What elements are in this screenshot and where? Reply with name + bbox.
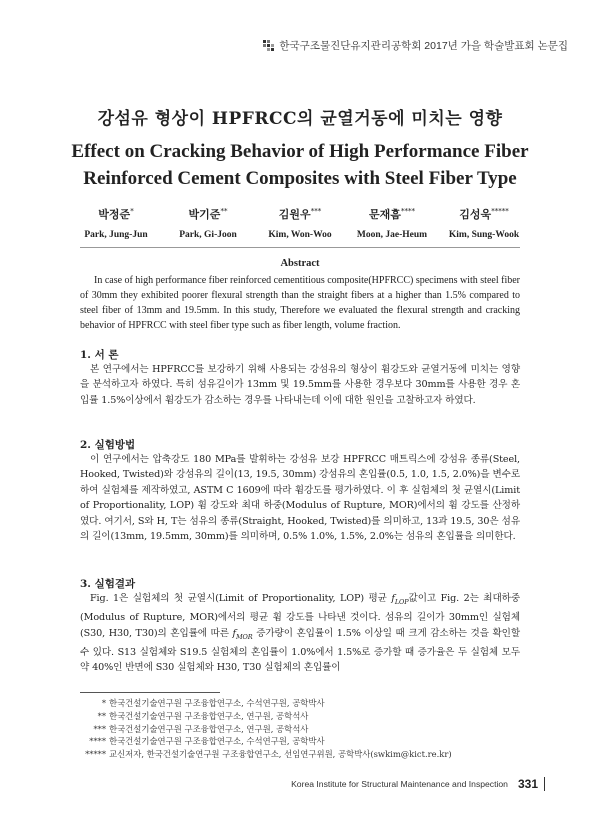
section-text-introduction: 본 연구에서는 HPFRCC를 보강하기 위해 사용되는 강섬유의 형상이 휨강도와 균열거동에 미치는 영향을 분석하고자 하였다. 특히 섬유길이가 13mm 및 19.5mm를 사용한 경우보다 30mm를 사용한 경우 혼입률 1.5%이상에서 휨강도가 감소하는 경우를 나타내는데 이에 대한 원인을 고찰하고자 하였다. [80, 364, 520, 406]
author [162, 206, 254, 240]
title-korean: 강섬유 형상이 HPFRCC의 균열거동에 미치는 영향 [97, 109, 503, 129]
author-name-en: Moon, Jae-Heum [356, 230, 428, 240]
author-name-en: Kim, Sung-Wook [448, 230, 520, 240]
page-number: 331 [518, 777, 545, 791]
author-name-kr: 김원우 [278, 208, 311, 221]
footnote-divider [80, 692, 220, 693]
footnote-text: 교신저자, 한국건설기술연구원 구조융합연구소, 선임연구위원, 공학박사(swkim@kict.re.kr) [109, 749, 452, 760]
footnote [80, 710, 520, 723]
footnote-text: 한국건설기술연구원 구조융합연구소, 연구원, 공학석사 [109, 723, 309, 734]
abstract-heading: Abstract [280, 258, 320, 269]
author-name-en: Park, Jung-Jun [84, 230, 148, 240]
footnotes [80, 697, 520, 761]
author-name-kr: 박정준 [98, 208, 131, 221]
author-name-kr: 문재흠 [369, 208, 401, 221]
footnote-mark: * [101, 698, 106, 708]
author-list [70, 206, 530, 240]
footnote-mark: *** [93, 723, 106, 734]
author-mark: ** [220, 207, 228, 216]
divider [80, 247, 520, 248]
author [346, 206, 438, 240]
footnote [80, 723, 520, 736]
results-text-part: 증가량이 혼입률이 1.5% 이상일 때 크게 감소하는 것을 확인할 수 있다. S13 실험체와 S19.5 실험체의 혼입률이 1.0%에서 1.5%로 증가할 때 증가율은 두 실험체 모두 약 40%인 반면에 S30 실험체와 H30, T30 실험체의 혼입률이 [80, 627, 520, 674]
footnote-text: 한국건설기술연구원 구조융합연구소, 수석연구원, 공학박사 [109, 736, 325, 747]
title-english-line2: Reinforced Cement Composites with Steel Fiber Type [83, 168, 517, 189]
author [438, 206, 530, 240]
abstract-text: In case of high performance fiber reinforced cementitious composite(HPFRCC) specimens with steel fiber of 30mm they exhibited poorer flexural strength than the straight fibers at a higher than 1.5% compared to steel fiber of 13mm and 19.5mm. In this study, Therefore we evaluated the flexural strength and cracking behavior of HPFRCC with steel fiber type such as fiber length, volume fraction. [80, 275, 520, 331]
author-mark: *** [310, 207, 322, 216]
symbol-f: f [232, 627, 236, 639]
author-mark: * [130, 207, 134, 216]
grid-logo-icon [263, 40, 275, 52]
footnote [80, 697, 520, 710]
subscript-mor: MOR [235, 632, 253, 641]
author-mark: **** [400, 207, 415, 216]
footnote-text: 한국건설기술연구원 구조융합연구소, 수석연구원, 공학박사 [109, 698, 325, 708]
author [70, 206, 162, 240]
section-text-results [80, 591, 520, 676]
subscript-lop: LOP [394, 597, 409, 606]
results-text-part: Fig. 1은 실험체의 첫 균열시(Limit of Proportionality, LOP) 평균 [90, 593, 392, 604]
author-mark: ***** [491, 207, 509, 216]
title-english [0, 138, 600, 192]
footnote [80, 735, 520, 748]
page-footer [291, 777, 545, 791]
section-heading-method: 2. 실험방법 [80, 439, 136, 451]
footnote-mark: ** [97, 710, 106, 721]
author-name-en: Park, Gi-Joon [179, 230, 237, 240]
author-name-en: Kim, Won-Woo [268, 230, 332, 240]
footnote [80, 748, 520, 761]
results-text-part: 값이고 Fig. 2는 최대하중(Modulus of Rupture, MOR)에서의 평균 휨 강도를 나타낸 것이다. 섬유의 길이가 30mm인 실험체(S30, H30, T30)의 혼입률에 따른 [80, 593, 520, 639]
section-text-method: 이 연구에서는 압축강도 180 MPa를 발휘하는 강섬유 보강 HPFRCC 매트릭스에 강섬유 종류(Steel, Hooked, Twisted)와 강섬유의 길이(13, 19.5, 30mm) 강섬유의 혼입률(0.5, 1.0, 1.5, 2.0%)을 변수로 하여 실험체를 제작하였고, ASTM C 1609에 따라 휨강도를 평가하였다. 이 후 실험체의 첫 균열시(Limit of Proportionality, LOP) 휨 강도와 최대 하중(Modulus of Rupture, MOR)에서의 휨 강도를 산정하였다. 여기서, S와 H, T는 섬유의 종류(Straight, Hooked, Twisted)를 의미하고, 13과 19.5, 30은 섬유의 길이(13mm, 19.5mm, 30mm)를 의미하며, 0.5% 1.0%, 1.5%, 2.0%는 섬유의 혼입률을 의미한다. [80, 454, 520, 543]
author-name-kr: 김성욱 [459, 208, 492, 221]
footnote-mark: **** [89, 736, 106, 747]
running-header [263, 38, 568, 53]
header-text: 한국구조물진단유지관리공학회 2017년 가을 학술발표회 논문집 [279, 40, 568, 52]
author-name-kr: 박기준 [188, 208, 221, 221]
footer-institute: Korea Institute for Structural Maintenance and Inspection [291, 779, 508, 789]
author [254, 206, 346, 240]
symbol-f: f [391, 593, 395, 604]
footnote-mark: ***** [85, 749, 106, 760]
footnote-text: 한국건설기술연구원 구조융합연구소, 연구원, 공학석사 [109, 710, 309, 721]
title-english-line1: Effect on Cracking Behavior of High Performance Fiber [71, 141, 529, 162]
section-heading-introduction: 1. 서 론 [80, 349, 119, 361]
section-heading-results: 3. 실험결과 [80, 578, 136, 590]
